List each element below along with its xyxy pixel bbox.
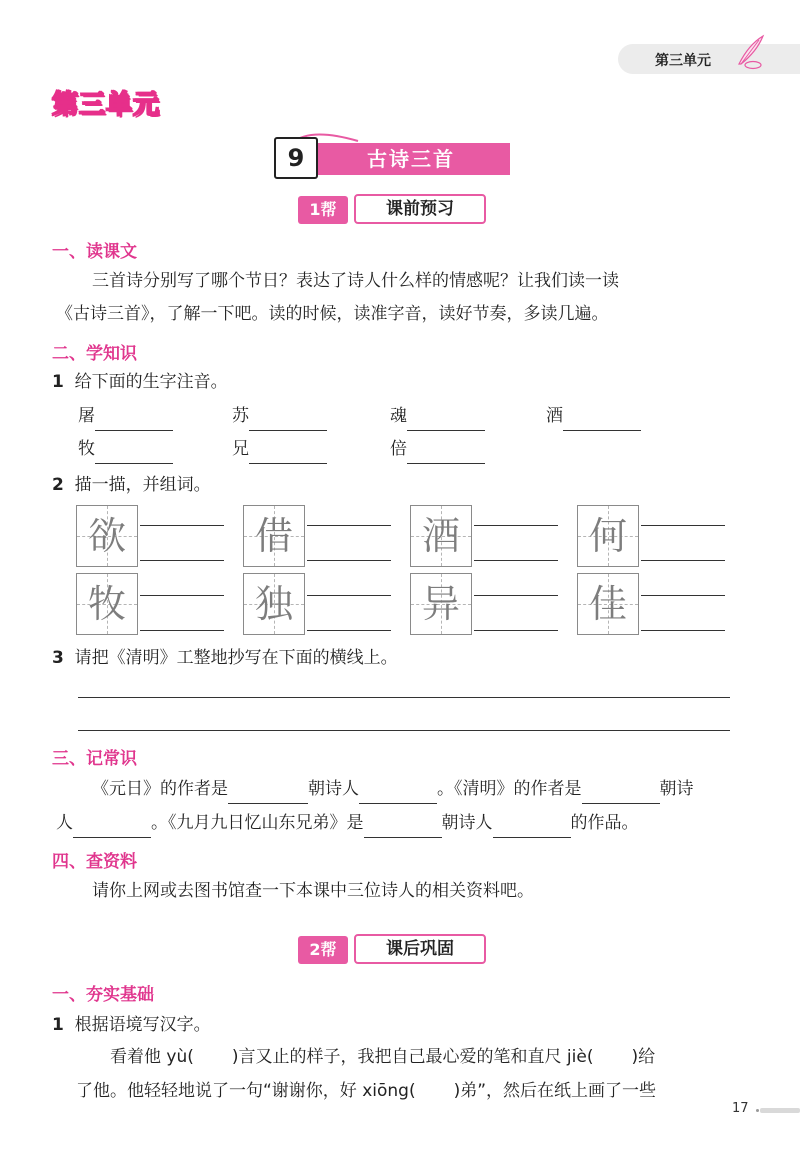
answer-blank[interactable] (407, 445, 485, 464)
text-fragment: 朝诗人 (308, 779, 359, 799)
word-line[interactable] (474, 525, 558, 526)
answer-blank[interactable] (407, 412, 485, 431)
feather-pen-icon (733, 34, 765, 70)
trace-char: 何 (588, 514, 627, 558)
text-fragment: )言又止的样子，我把自己最心爱的笔和直尺 jiè( (231, 1047, 594, 1067)
answer-blank[interactable] (249, 445, 327, 464)
word-line[interactable] (307, 560, 391, 561)
trace-cell[interactable] (410, 573, 472, 635)
heading-read-text: 一、读课文 (52, 242, 137, 262)
answer-blank[interactable] (228, 785, 308, 804)
heading-basics: 一、夯实基础 (52, 985, 154, 1005)
pinyin-item (546, 401, 641, 431)
text-fragment: 人 (56, 813, 73, 833)
pinyin-item (390, 401, 485, 431)
page-dot (756, 1109, 759, 1112)
answer-blank[interactable] (73, 819, 151, 838)
word-line[interactable] (641, 560, 725, 561)
text-fragment: 的作品。 (570, 813, 639, 833)
word-line[interactable] (307, 525, 391, 526)
trace-char: 独 (254, 582, 293, 626)
lesson-number: 9 (274, 137, 318, 179)
read-text-line-1: 三首诗分别写了哪个节日？表达了诗人什么样的情感呢？让我们读一读 (92, 271, 619, 291)
research-text: 请你上网或去图书馆查一下本课中三位诗人的相关资料吧。 (92, 881, 534, 901)
page-bar (760, 1108, 800, 1113)
lesson-title: 古诗三首 (367, 147, 455, 171)
knowledge-line-2 (56, 808, 639, 838)
trace-char: 借 (254, 514, 293, 558)
word-line[interactable] (140, 595, 224, 596)
unit-tab-label: 第三单元 (655, 53, 711, 69)
trace-cell[interactable] (577, 573, 639, 635)
section-badge-1: 1帮 (298, 196, 348, 224)
answer-blank[interactable] (493, 819, 571, 838)
heading-research: 四、查资料 (52, 852, 137, 872)
trace-cell[interactable] (76, 505, 138, 567)
trace-char: 酒 (421, 514, 460, 558)
answer-blank[interactable] (95, 445, 173, 464)
trace-cell[interactable] (76, 573, 138, 635)
unit-title: 第三单元 (52, 90, 161, 120)
trace-cell[interactable] (243, 505, 305, 567)
knowledge-line-1 (92, 774, 694, 804)
question-1 (52, 367, 228, 397)
context-line-1 (110, 1042, 655, 1072)
word-line[interactable] (307, 630, 391, 631)
section-badge-2: 2帮 (298, 936, 348, 964)
text-fragment: 看着他 yù( (110, 1047, 194, 1067)
question-number: 3 (52, 648, 64, 668)
word-line[interactable] (641, 630, 725, 631)
pinyin-item (78, 401, 173, 431)
text-fragment: )给 (631, 1047, 656, 1067)
question-3 (52, 643, 398, 673)
char-label: 倍 (390, 439, 407, 459)
char-label: 兄 (232, 439, 249, 459)
text-fragment: 朝诗 (659, 779, 694, 799)
read-text-line-2: 《古诗三首》，了解一下吧。读的时候，读准字音，读好节奏，多读几遍。 (56, 304, 609, 324)
answer-blank[interactable] (582, 785, 660, 804)
trace-cell[interactable] (243, 573, 305, 635)
text-fragment: 《元日》的作者是 (92, 779, 228, 799)
trace-char: 牧 (87, 582, 126, 626)
context-line-2 (76, 1076, 656, 1106)
word-line[interactable] (140, 630, 224, 631)
text-fragment: 。《九月九日忆山东兄弟》是 (151, 813, 364, 833)
question-number: 2 (52, 475, 64, 495)
word-line[interactable] (140, 525, 224, 526)
trace-cell[interactable] (410, 505, 472, 567)
char-label: 酒 (546, 406, 563, 426)
question-number: 1 (52, 372, 64, 392)
heading-common-knowledge: 三、记常识 (52, 749, 137, 769)
answer-blank[interactable] (249, 412, 327, 431)
copy-line[interactable] (78, 730, 730, 731)
pinyin-item (78, 434, 173, 464)
trace-char: 欲 (87, 514, 126, 558)
word-line[interactable] (307, 595, 391, 596)
word-line[interactable] (474, 630, 558, 631)
trace-char: 佳 (588, 582, 627, 626)
question-text: 给下面的生字注音。 (74, 372, 228, 392)
answer-blank[interactable] (95, 412, 173, 431)
section-label-review: 课后巩固 (354, 934, 486, 964)
question-text: 根据语境写汉字。 (74, 1015, 211, 1035)
text-fragment: )弟”，然后在纸上画了一些 (453, 1081, 657, 1101)
answer-blank[interactable] (364, 819, 442, 838)
char-label: 魂 (390, 406, 407, 426)
word-line[interactable] (641, 525, 725, 526)
answer-blank[interactable] (563, 412, 641, 431)
copy-line[interactable] (78, 697, 730, 698)
text-fragment: 朝诗人 (441, 813, 493, 833)
section-label-preview: 课前预习 (354, 194, 486, 224)
char-label: 苏 (232, 406, 249, 426)
question-2 (52, 470, 211, 500)
char-label: 屠 (78, 406, 95, 426)
page-number: 17 (732, 1101, 749, 1116)
trace-char: 异 (421, 582, 460, 626)
pinyin-item (390, 434, 485, 464)
text-fragment: 了他。他轻轻地说了一句“谢谢你，好 xiōng( (76, 1081, 416, 1101)
question-number: 1 (52, 1015, 64, 1035)
answer-blank[interactable] (359, 785, 437, 804)
question-1-context (52, 1010, 211, 1040)
question-text: 请把《清明》工整地抄写在下面的横线上。 (74, 648, 398, 668)
question-text: 描一描，并组词。 (74, 475, 211, 495)
trace-cell[interactable] (577, 505, 639, 567)
word-line[interactable] (641, 595, 725, 596)
heading-learn: 二、学知识 (52, 344, 137, 364)
pinyin-item (232, 401, 327, 431)
word-line[interactable] (474, 560, 558, 561)
word-line[interactable] (140, 560, 224, 561)
char-label: 牧 (78, 439, 95, 459)
pinyin-item (232, 434, 327, 464)
word-line[interactable] (474, 595, 558, 596)
text-fragment: 。《清明》的作者是 (437, 779, 582, 799)
